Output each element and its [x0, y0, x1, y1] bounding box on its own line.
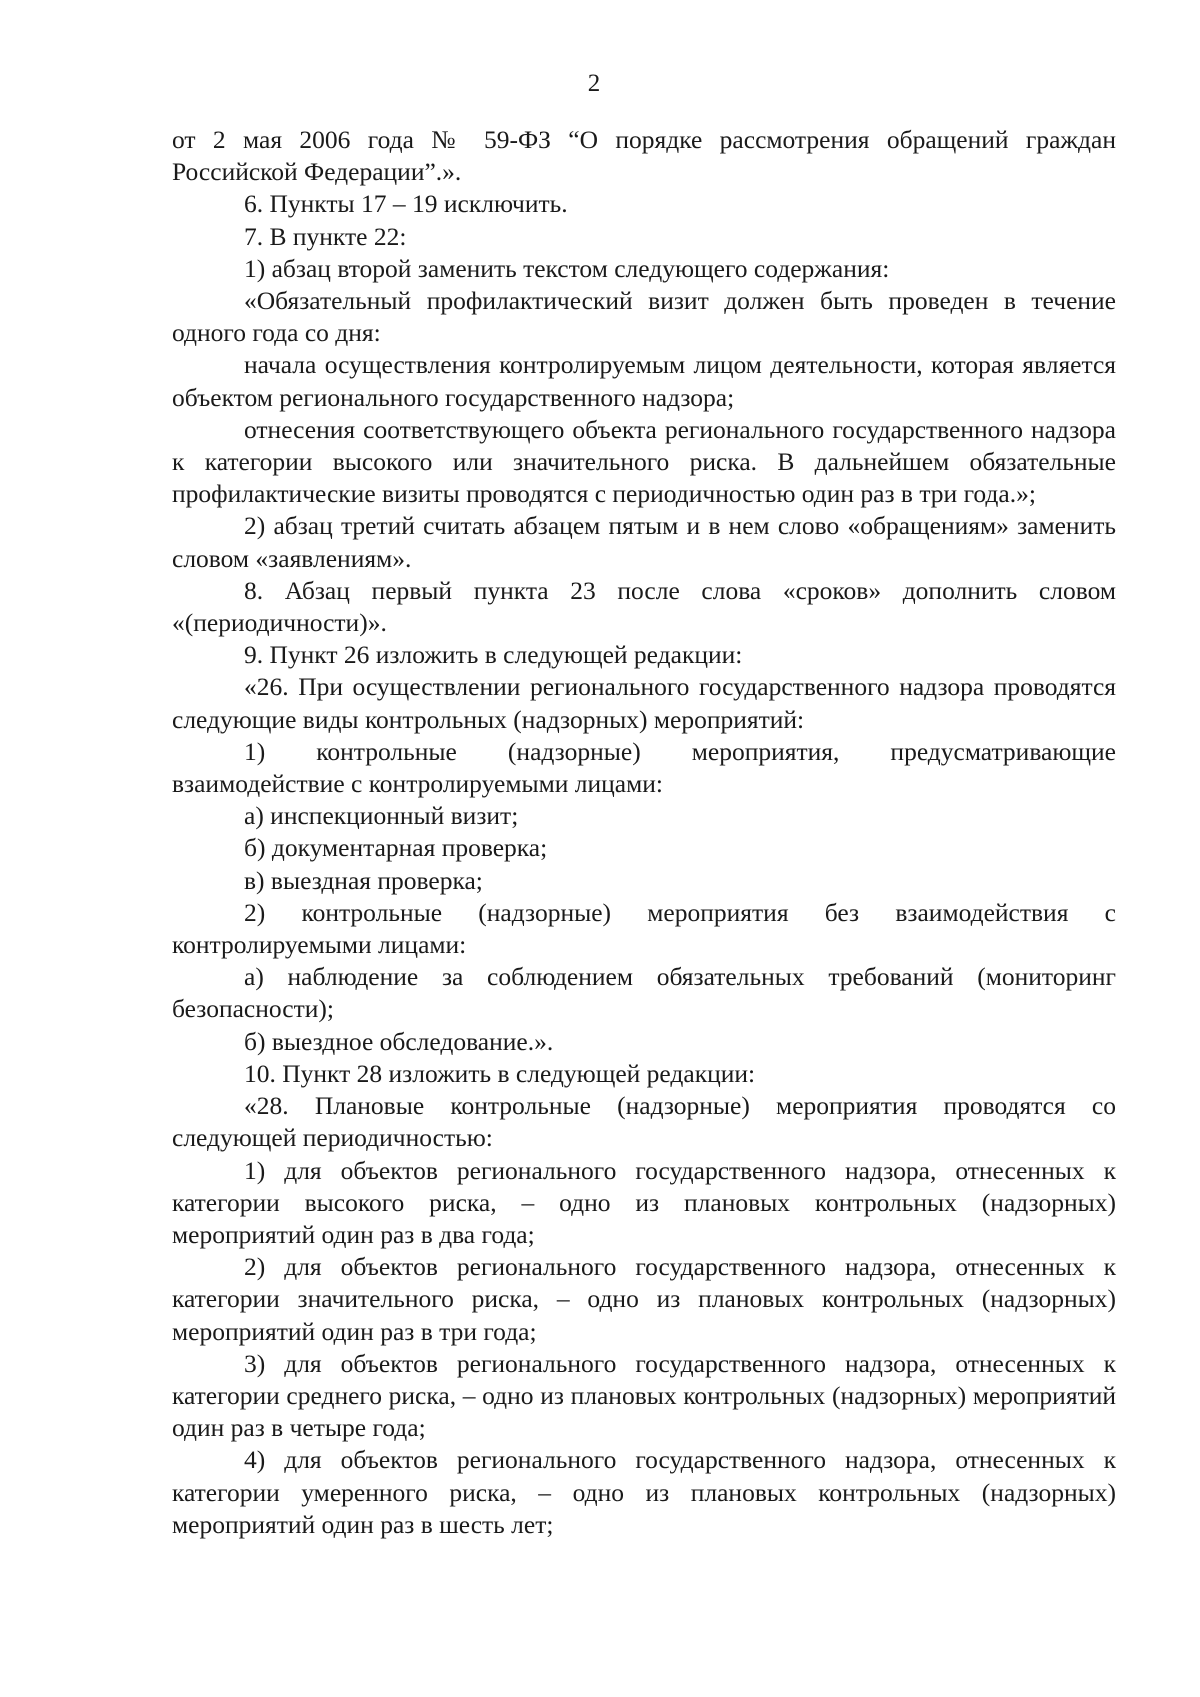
page-number: 2 [587, 70, 601, 97]
paragraph: 7. В пункте 22: [244, 221, 407, 251]
paragraph: 2) для объектов регионального государственного надзора, отнесенных к категории значительного риска, – одно из плановых контрольных (надзорных) мероприятий один раз в три года; [172, 1252, 1116, 1346]
paragraph: 2) контрольные (надзорные) мероприятия без взаимодействия с контролируемыми лицами: [172, 897, 1116, 960]
paragraph: от 2 мая 2006 года № 59-ФЗ “О порядке рассмотрения обращений граждан Российской Федерации”.». [172, 125, 1116, 187]
paragraph: «Обязательный профилактический визит должен быть проведен в течение одного года со дня: [172, 286, 1116, 348]
document-body [172, 124, 1116, 1541]
paragraph: б) документарная проверка; [244, 833, 548, 863]
paragraph: 10. Пункт 28 изложить в следующей редакции: [244, 1058, 756, 1088]
paragraph: 8. Абзац первый пункта 23 после слова «сроков» дополнить словом «(периодичности)». [172, 575, 1116, 638]
paragraph: б) выездное обследование.». [244, 1026, 554, 1056]
paragraph: 6. Пункты 17 – 19 исключить. [244, 189, 568, 219]
paragraph: начала осуществления контролируемым лицом деятельности, которая является объектом регионального государственного надзора; [172, 350, 1116, 412]
paragraph: в) выездная проверка; [244, 865, 483, 895]
paragraph: отнесения соответствующего объекта регионального государственного надзора к категории высокого или значительного риска. В дальнейшем обязательные профилактические визиты проводятся с периодичностью один раз в три года.»; [172, 414, 1116, 509]
paragraph: 1) для объектов регионального государственного надзора, отнесенных к категории высокого риска, – одно из плановых контрольных (надзорных) мероприятий один раз в два года; [172, 1155, 1116, 1249]
paragraph: «28. Плановые контрольные (надзорные) мероприятия проводятся со следующей периодичностью: [172, 1091, 1116, 1153]
paragraph: 3) для объектов регионального государственного надзора, отнесенных к категории среднего риска, – одно из плановых контрольных (надзорных) мероприятий один раз в четыре года; [172, 1348, 1116, 1443]
paragraph: 4) для объектов регионального государственного надзора, отнесенных к категории умеренного риска, – одно из плановых контрольных (надзорных) мероприятий один раз в шесть лет; [172, 1445, 1116, 1539]
paragraph: «26. При осуществлении регионального государственного надзора проводятся следующие виды контрольных (надзорных) мероприятий: [172, 672, 1116, 734]
paragraph: 1) абзац второй заменить текстом следующего содержания: [244, 253, 890, 283]
paragraph: 9. Пункт 26 изложить в следующей редакции: [244, 640, 743, 670]
paragraph: 1) контрольные (надзорные) мероприятия, предусматривающие взаимодействие с контролируемыми лицами: [172, 736, 1116, 799]
paragraph: а) наблюдение за соблюдением обязательных требований (мониторинг безопасности); [172, 962, 1116, 1024]
paragraph: 2) абзац третий считать абзацем пятым и в нем слово «обращениям» заменить словом «заявлениям». [172, 511, 1116, 573]
paragraph: а) инспекционный визит; [244, 801, 519, 831]
